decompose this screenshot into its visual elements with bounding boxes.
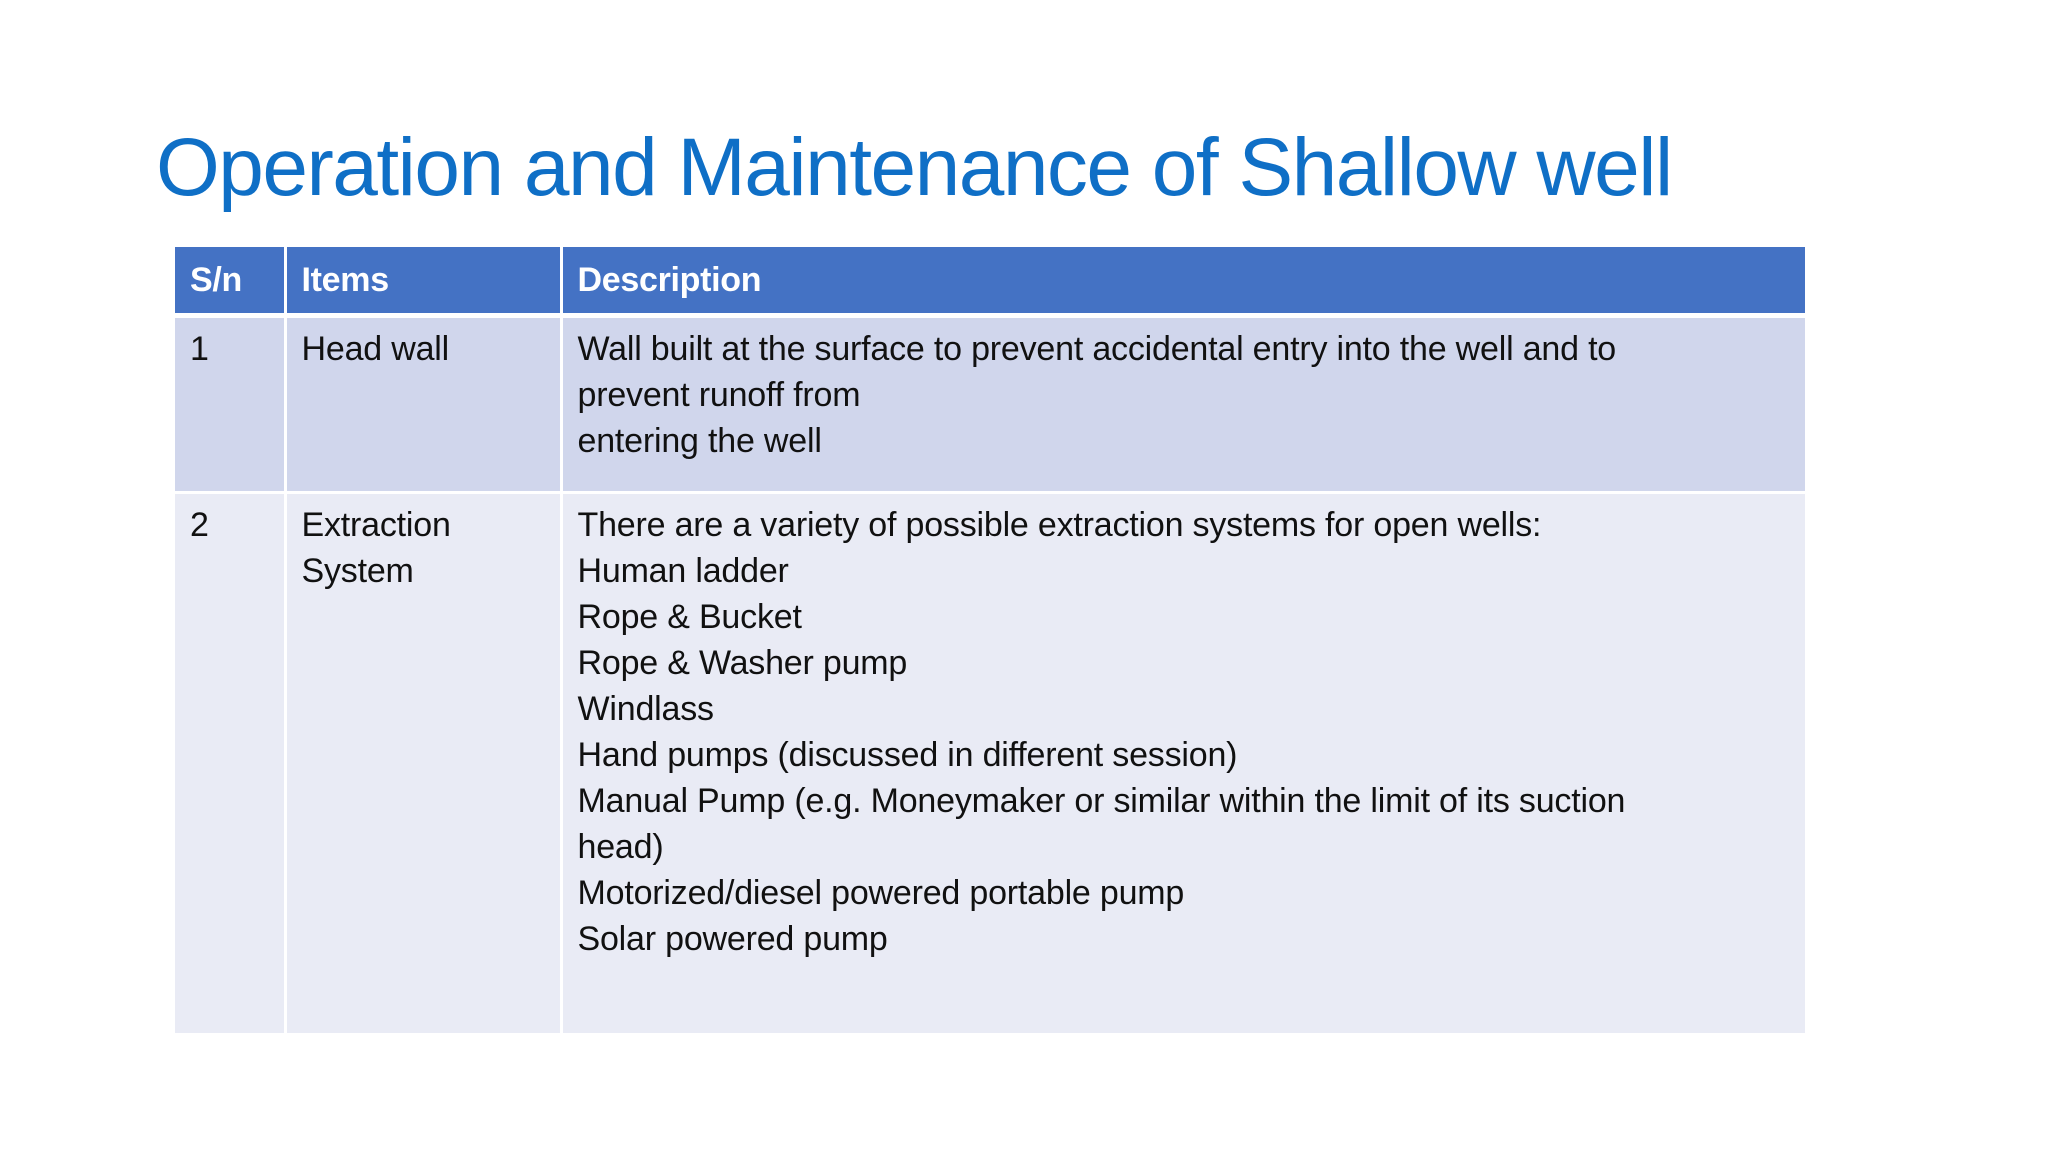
list-item: head) — [577, 827, 664, 866]
list-item: Windlass — [577, 689, 714, 728]
header-sn: S/n — [175, 247, 285, 315]
table-row — [175, 492, 1805, 1034]
description-line: Wall built at the surface to prevent accidental entry into the well and to — [577, 329, 1617, 368]
cell-description — [561, 315, 1805, 492]
description-line: entering the well — [577, 421, 822, 460]
item-line: System — [301, 551, 414, 590]
description-line: prevent runoff from — [577, 375, 861, 414]
table-row — [175, 315, 1805, 492]
cell-sn: 1 — [175, 315, 285, 492]
list-item: Manual Pump (e.g. Moneymaker or similar within the limit of its suction — [577, 781, 1626, 820]
header-description: Description — [561, 247, 1805, 315]
cell-item: Head wall — [285, 315, 561, 492]
header-items: Items — [285, 247, 561, 315]
list-item: Hand pumps (discussed in different session) — [577, 735, 1238, 774]
table-header-row — [175, 247, 1805, 315]
list-item: Rope & Bucket — [577, 597, 802, 636]
item-line: Extraction — [301, 505, 451, 544]
cell-sn: 2 — [175, 492, 285, 1034]
list-item: Rope & Washer pump — [577, 643, 908, 682]
cell-description — [561, 492, 1805, 1034]
list-item: Solar powered pump — [577, 919, 888, 958]
slide-title: Operation and Maintenance of Shallow well — [156, 122, 1672, 213]
operation-maintenance-table — [175, 247, 1805, 1036]
cell-item — [285, 492, 561, 1034]
list-item: Human ladder — [577, 551, 789, 590]
description-line: There are a variety of possible extraction systems for open wells: — [577, 505, 1542, 544]
list-item: Motorized/diesel powered portable pump — [577, 873, 1185, 912]
